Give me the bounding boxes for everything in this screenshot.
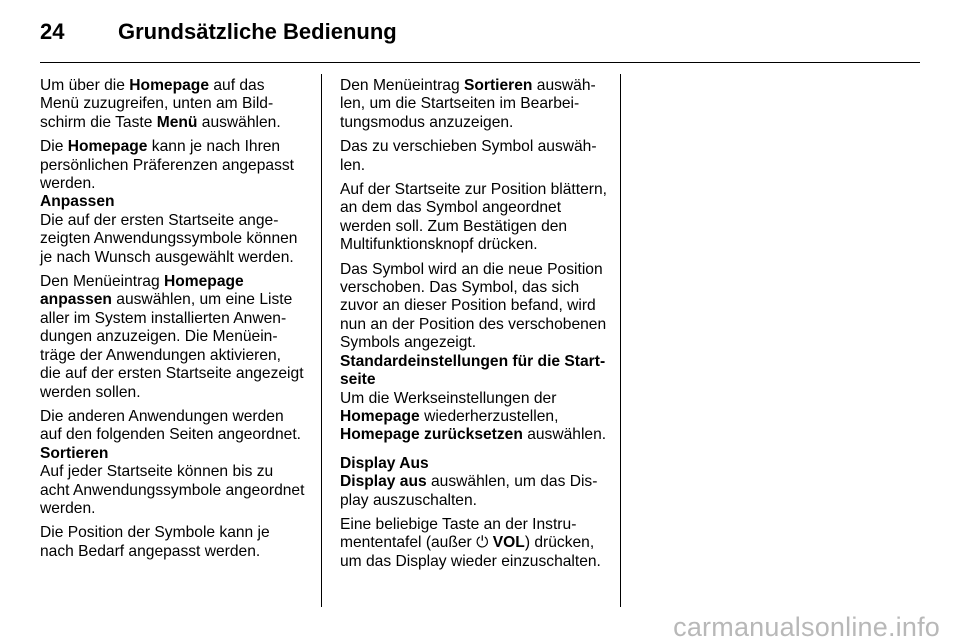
- paragraph-select-symbol: Das zu verschieben Symbol auswählen.: [340, 138, 597, 174]
- term-vol: VOL: [492, 534, 525, 552]
- page-number: 24: [40, 19, 65, 44]
- paragraph-other-apps: Die anderen Anwendungen werden auf den folgenden Seiten angeordnet.: [40, 407, 301, 444]
- header-rule: [40, 62, 920, 63]
- term-homepage-zuruecksetzen: Homepage zurücksetzen: [340, 426, 523, 444]
- section-heading-sortieren: Sortieren: [40, 444, 109, 462]
- paragraph-sortieren-select: Den Menüeintrag Sortieren auswählen, um die Startseiten im Bearbeitungsmodus anzuzeigen.: [340, 77, 596, 131]
- section-heading-standardeinstellungen: Standardeinstellungen für die Startseite: [340, 352, 606, 389]
- term-homepage: Homepage: [67, 138, 148, 156]
- paragraph-scroll-position: Auf der Startseite zur Position blättern, an dem das Symbol angeordnet werden soll. Zum Bestätigen den Multifunktionsknopf drücken.: [340, 181, 607, 254]
- paragraph-homepage-customize: Die Homepage kann je nach Ihren persönlichen Präferenzen angepasst werden.: [40, 138, 294, 193]
- paragraph-sortieren-position: Die Position der Symbole kann je nach Bedarf angepasst werden.: [40, 524, 270, 560]
- power-icon: ⏻: [476, 534, 489, 552]
- term-sortieren: Sortieren: [463, 77, 533, 94]
- watermark: carmanualsonline.info: [673, 612, 940, 642]
- term-homepage-anpassen: Homepage anpassen: [40, 273, 244, 309]
- term-display-aus: Display aus: [340, 473, 427, 491]
- page-title: Grundsätzliche Bedienung: [118, 19, 397, 44]
- paragraph-sortieren-intro: Auf jeder Startseite können bis zu acht Anwendungssymbole angeordnet werden.: [40, 463, 305, 517]
- paragraph-display-off: Display aus auswählen, um das Display auszuschalten.: [340, 473, 598, 509]
- section-heading-display-aus: Display Aus: [340, 454, 429, 472]
- paragraph-display-on: Eine beliebige Taste an der Instrumententafel (außer ⏻ VOL) drücken, um das Display wieder einzuschalten.: [340, 515, 601, 570]
- paragraph-reset-homepage: Um die Werkseinstellungen der Homepage wiederherzustellen, Homepage zurücksetzen auswählen.: [340, 389, 607, 444]
- section-spacer: [340, 445, 608, 455]
- term-menu: Menü: [156, 113, 198, 131]
- paragraph-symbol-moved: Das Symbol wird an die neue Position verschoben. Das Symbol, das sich zuvor an dieser Position befand, wird nun an der Position des verschobenen Symbols angezeigt.: [340, 260, 607, 352]
- paragraph-homepage-access: Um über die Homepage auf das Menü zuzugreifen, unten am Bildschirm die Taste Menü auswählen.: [40, 77, 281, 131]
- term-homepage: Homepage: [340, 407, 420, 425]
- column-divider-right: [620, 74, 621, 607]
- paragraph-anpassen-steps: Den Menüeintrag Homepage anpassen auswählen, um eine Liste aller im System installierten Anwendungen anzuzeigen. Die Menüeinträge der Anwendungen aktivieren, die auf der ersten Startseite angezeigt werden sollen.: [40, 273, 304, 401]
- text-column-2: [340, 77, 608, 577]
- paragraph-anpassen-intro: Die auf der ersten Startseite angezeigten Anwendungssymbole können je nach Wunsch ausgewählt werden.: [40, 211, 298, 266]
- section-heading-anpassen: Anpassen: [40, 193, 115, 211]
- term-homepage: Homepage: [129, 77, 210, 94]
- column-divider-left: [321, 74, 322, 607]
- text-column-1: [40, 77, 306, 567]
